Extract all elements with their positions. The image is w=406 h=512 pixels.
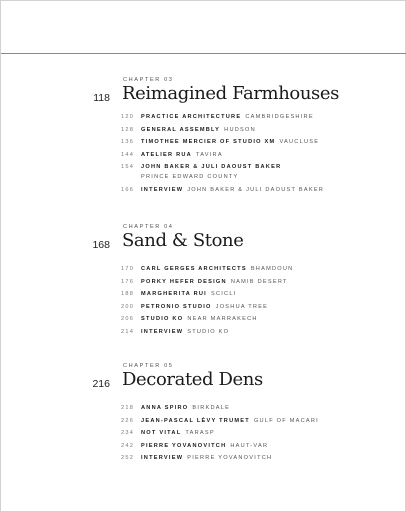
toc-entry[interactable] bbox=[121, 455, 391, 468]
entry-page-number: 200 bbox=[121, 303, 135, 310]
entry-page-number: 218 bbox=[121, 405, 135, 411]
entry-name: ANNA SPIRO bbox=[141, 405, 189, 411]
entry-name: TIMOTHEE MERCIER OF STUDIO XM bbox=[141, 139, 276, 145]
entry-page-number: 154 bbox=[121, 164, 135, 170]
chapter-kicker: CHAPTER 04 bbox=[123, 224, 174, 230]
entry-location: VAUCLUSE bbox=[279, 139, 320, 145]
chapter-entry-list bbox=[121, 266, 391, 341]
entry-location: BIRKDALE bbox=[192, 405, 231, 411]
entry-page-number: 252 bbox=[121, 455, 135, 461]
toc-entry[interactable] bbox=[121, 291, 391, 304]
entry-name: GENERAL ASSEMBLY bbox=[141, 126, 221, 133]
entry-name: INTERVIEW bbox=[141, 455, 184, 461]
chapter-page-number: 118 bbox=[93, 92, 110, 104]
entry-location: JOHN BAKER & JULI DAOUST BAKER bbox=[187, 187, 325, 193]
chapter-kicker: CHAPTER 03 bbox=[123, 77, 174, 83]
entry-name: PETRONIO STUDIO bbox=[141, 303, 212, 310]
entry-name: NOT VITAL bbox=[141, 430, 182, 436]
toc-entry[interactable] bbox=[121, 164, 391, 187]
toc-entry[interactable] bbox=[121, 152, 391, 165]
chapter-entry-list bbox=[121, 114, 391, 200]
entry-location: NAMIB DESERT bbox=[230, 278, 288, 285]
toc-entry[interactable] bbox=[121, 316, 391, 329]
entry-name: INTERVIEW bbox=[141, 187, 184, 193]
entry-page-number: 120 bbox=[121, 114, 135, 120]
entry-page-number: 234 bbox=[121, 430, 135, 436]
chapter-entry-list bbox=[121, 405, 391, 468]
entry-location: GULF OF MACARI bbox=[253, 417, 319, 424]
entry-location: TAVIRA bbox=[195, 151, 223, 158]
entry-page-number: 170 bbox=[121, 266, 135, 272]
chapter-kicker: CHAPTER 05 bbox=[123, 363, 174, 369]
entry-page-number: 128 bbox=[121, 126, 135, 133]
entry-page-number: 188 bbox=[121, 291, 135, 297]
toc-entry[interactable] bbox=[121, 304, 391, 317]
entry-page-number: 242 bbox=[121, 442, 135, 449]
chapter-title: Decorated Dens bbox=[122, 369, 263, 390]
chapter-page-number: 216 bbox=[92, 378, 110, 390]
entry-location: HAUT-VAR bbox=[230, 442, 269, 449]
entry-page-number: 176 bbox=[121, 278, 135, 285]
entry-page-number: 144 bbox=[121, 151, 135, 158]
entry-name: PIERRE YOVANOVITCH bbox=[141, 442, 227, 449]
entry-location: JOSHUA TREE bbox=[215, 303, 269, 310]
entry-location: NEAR MARRAKECH bbox=[187, 316, 258, 322]
entry-page-number: 206 bbox=[121, 316, 135, 322]
entry-name: INTERVIEW bbox=[141, 328, 184, 335]
entry-page-number: 226 bbox=[121, 417, 135, 424]
toc-entry[interactable] bbox=[121, 266, 391, 279]
toc-entry[interactable] bbox=[121, 279, 391, 292]
toc-entry[interactable] bbox=[121, 443, 391, 456]
toc-entry[interactable] bbox=[121, 114, 391, 127]
entry-name: PRACTICE ARCHITECTURE bbox=[141, 114, 242, 120]
entry-name: JEAN-PASCAL LÉVY TRUMET bbox=[141, 417, 250, 424]
entry-name: MARGHERITA RUI bbox=[141, 291, 207, 297]
entry-location: STUDIO KO bbox=[187, 328, 230, 335]
chapter-title: Sand & Stone bbox=[122, 230, 244, 251]
entry-page-number: 136 bbox=[121, 139, 135, 145]
chapter-title: Reimagined Farmhouses bbox=[122, 83, 339, 104]
toc-entry[interactable] bbox=[121, 418, 391, 431]
toc-entry[interactable] bbox=[121, 187, 391, 200]
entry-name: ATELIER RUA bbox=[141, 151, 192, 158]
toc-entry[interactable] bbox=[121, 329, 391, 342]
entry-location: TARASP bbox=[185, 430, 215, 436]
entry-page-number: 214 bbox=[121, 328, 135, 335]
entry-location: CAMBRIDGESHIRE bbox=[245, 114, 314, 120]
entry-page-number: 166 bbox=[121, 187, 135, 193]
entry-name: JOHN BAKER & JULI DAOUST BAKER bbox=[141, 164, 282, 170]
toc-entry[interactable] bbox=[121, 430, 391, 443]
chapter-page-number: 168 bbox=[92, 239, 110, 251]
entry-location: PRINCE EDWARD COUNTY bbox=[141, 174, 239, 180]
entry-name: PORKY HEFER DESIGN bbox=[141, 278, 227, 285]
entry-location: SCICLI bbox=[210, 291, 237, 297]
entry-name: STUDIO KO bbox=[141, 316, 184, 322]
toc-entry[interactable] bbox=[121, 127, 391, 140]
top-divider bbox=[1, 53, 406, 54]
entry-location: HUDSON bbox=[224, 126, 256, 133]
toc-entry[interactable] bbox=[121, 405, 391, 418]
entry-location: BHAMDOUN bbox=[250, 266, 294, 272]
toc-entry[interactable] bbox=[121, 139, 391, 152]
entry-location: PIERRE YOVANOVITCH bbox=[187, 455, 273, 461]
entry-name: CARL GERGES ARCHITECTS bbox=[141, 266, 247, 272]
